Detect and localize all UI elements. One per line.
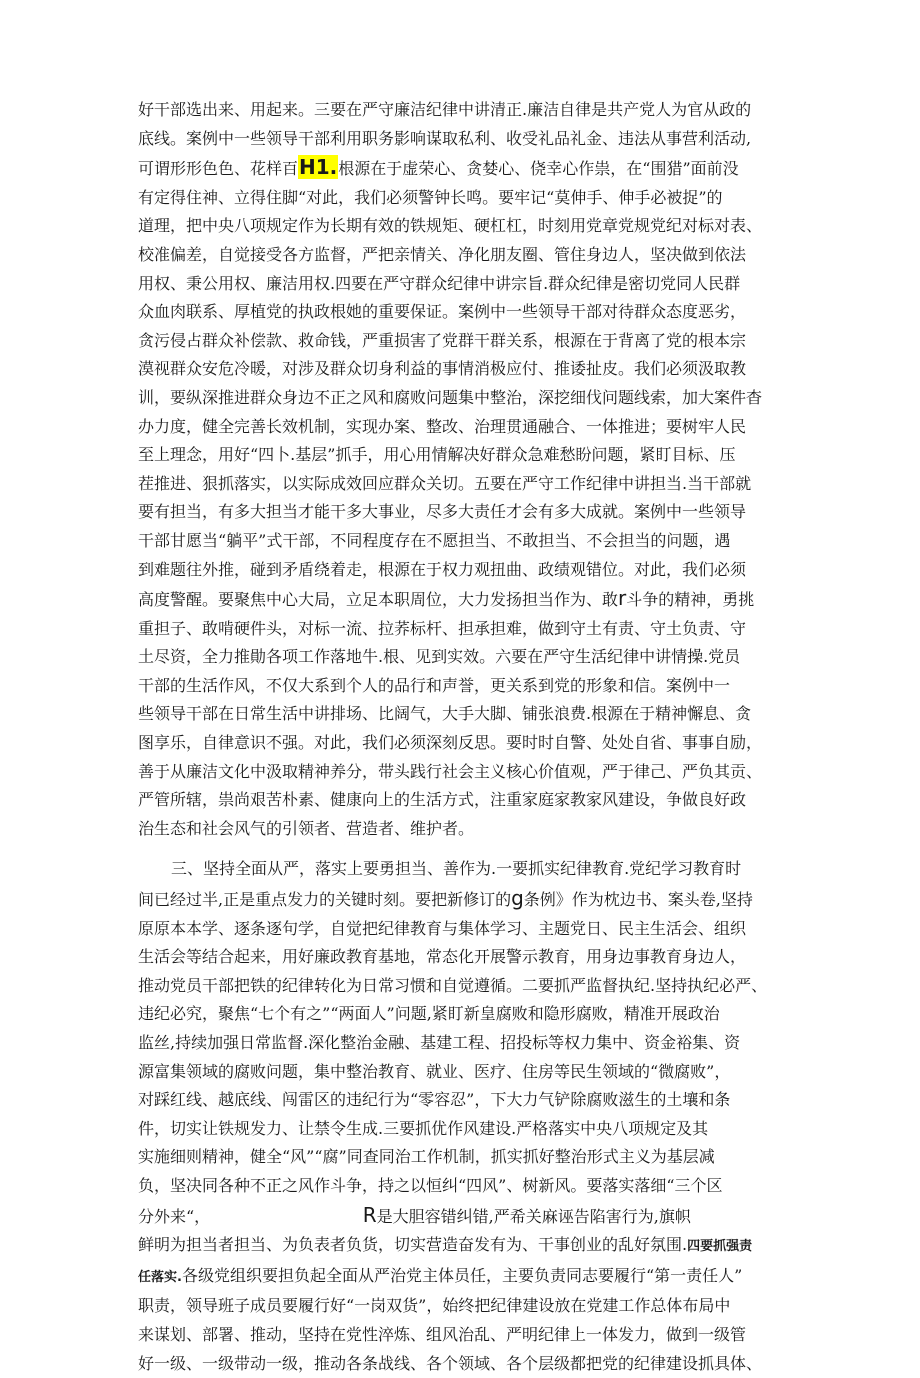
text-fragment: 高度警醒。要聚焦中心大局，立足本职周位，大力发扬担当作为、敢 [138, 590, 619, 610]
text-line: 生活会等结合起来，用好廉政教育基地，常态化开展警示教育，用身边事教育身边人， [138, 947, 747, 967]
inline-mark: g [511, 886, 524, 911]
text-fragment: 间已经过半,正是重点发力的关键时刻。要把新修订的 [138, 890, 512, 910]
text-line: 底线。案例中一些领导干部利用职务影响谋取私利、收受礼品礼金、违法从事营利活动, [138, 128, 752, 148]
inline-mark: 任落实. [138, 1269, 182, 1285]
text-line: 到难题往外推，碰到矛盾绕着走，根源在于权力观扭曲、政绩观错位。对此，我们必须 [138, 559, 747, 579]
text-line: 来谋划、部署、推动，坚持在党性淬炼、组风治乱、严明纪律上一体发力，做到一级管 [138, 1324, 747, 1344]
text-fragment: 可谓形形色色、花样百 [138, 159, 299, 179]
text-line: 源富集领域的腐败问题，集中整治教育、就业、医疗、住房等民生领域的“微腐败”， [138, 1061, 731, 1081]
text-line: 件，切实让铁规发力、让禁令生成.三要抓优作风建设.严格落实中央八项规定及其 [138, 1118, 709, 1138]
text-line: 漠视群众安危冷暖，对涉及群众切身利益的事情消极应付、推诿扯皮。我们必须汲取教 [138, 359, 747, 379]
text-line: 原原本本学、逐条逐句学，自觉把纪律教育与集体学习、主题党日、民主生活会、组织 [138, 918, 747, 938]
text-line: 重担子、敢啃硬件头，对标一流、拉荞标杆、担承担难，做到守土有责、守土负责、守 [138, 618, 747, 638]
text-fragment: 鲜明为担当者担当、为负表者负货，切实营造奋发有为、干事创业的乱好氛围. [138, 1235, 688, 1255]
text-line: 道理，把中央八项规定作为长期有效的铁规矩、硬杠杠，时刻用党章党规党纪对标对表、 [138, 216, 763, 236]
text-line: 茬推进、狠抓落实，以实际成效回应群众关切。五要在严守工作纪律中讲担当.当干部就 [138, 473, 752, 493]
text-line: 干部甘愿当“躺平”式干部，不同程度存在不愿担当、不敢担当、不会担当的问题，遇 [138, 530, 731, 550]
text-line: 些领导干部在日常生活中讲排场、比阔气，大手大脚、铺张浪费.根源在于精神懈息、贪 [138, 704, 752, 724]
text-line: 土尽资，全力推勛各项工作落地牛.根、见到实效。六要在严守生活纪律中讲情操.党员 [138, 647, 741, 667]
text-line: 好干部选出来、用起来。三要在严守廉洁纪律中讲清正.廉洁自律是共产党人为官从政的 [138, 100, 752, 119]
text-line: 违纪必究，聚焦“七个有之”“两面人”问题,紧盯新皇腐败和隐形腐败，精准开展政治 [138, 1004, 720, 1024]
text-line [138, 1201, 798, 1232]
text-fragment: 条例》作为枕边书、案头卷,坚持 [523, 890, 753, 910]
text-line: 职责，领导班子成员要履行好“一岗双货”，始终把纪律建设放在党建工作总体布局中 [138, 1296, 731, 1316]
text-line: 严管所辖，祟尚艰苦朴素、健康向上的生活方式，注重家庭家教家风建设，争做良好政 [138, 790, 747, 810]
text-line [138, 153, 798, 184]
text-line [138, 884, 798, 915]
text-line: 干部的生活作风，不仅大系到个人的品行和声誉，更关系到党的形象和信。案例中一 [138, 675, 731, 695]
text-line: 办力度，健全完善长效机制，实现办案、整改、治理贯通融合、一体推进；要树牢人民 [138, 416, 747, 436]
paragraph-full-strictness [138, 855, 798, 1378]
text-line [138, 1262, 798, 1293]
text-line: 用权、秉公用权、廉洁用权.四要在严守群众纪律中讲宗旨.群众纪律是密切党同人民群 [138, 273, 741, 293]
text-line: 要有担当，有多大担当才能干多大事业，尽多大责任才会有多大成就。案例中一些领导 [138, 502, 747, 522]
text-line: 对踩红线、越底线、闯雷区的违纪行为“零容忍”，下大力气铲除腐败滋生的土壤和条 [138, 1090, 731, 1110]
text-line: 好一级、一级带动一级，推动各条战线、各个领域、各个层级都把党的纪律建设抓具体、 [138, 1353, 763, 1373]
document-page [138, 96, 798, 1378]
text-line: 监丝,持续加强日常监督.深化整治金融、基建工程、招投标等权力集中、资金裕集、资 [138, 1033, 741, 1052]
text-line [138, 584, 798, 615]
text-line: 实施细则精神，健全“风”“腐”同查同治工作机制，抓实抓好整治形式主义为基层减 [138, 1147, 715, 1167]
text-line: 众血肉联系、厚植党的执政根她的重要保证。案例中一些领导干部对待群众态度恶劣， [138, 302, 747, 322]
text-line: 治生态和社会风气的引领者、营造者、维护者。 [138, 818, 475, 838]
inline-mark: r [618, 586, 627, 611]
text-line [138, 1231, 798, 1262]
inline-mark: H1. [299, 155, 338, 180]
text-line: 校准偏差，自觉接受各方监督，严把亲情关、净化朋友圈、管住身边人，坚决做到依法 [138, 244, 747, 264]
text-line: 训，要纵深推进群众身边不正之风和腐败问题集中整治，深挖细伐问题线索，加大案件杳 [138, 387, 763, 407]
text-line: 至上理念，用好“四卜.基层”抓手，用心用情解决好群众急难愁盼问题，紧盯目标、压 [138, 445, 736, 465]
text-fragment: 分外来“， [138, 1206, 363, 1226]
text-line: 负，坚决同各种不正之风作斗争，持之以恒纠“四风”、树新风。要落实落细“三个区 [138, 1175, 723, 1195]
text-line: 贪污侵占群众补偿款、救命钱，严重损害了党群干群关系，根源在于背离了党的根本宗 [138, 330, 747, 350]
text-line: 推动党员干部把铁的纪律转化为日常习惯和自觉遵循。二要抓严监督执纪.坚持执纪必严、 [138, 975, 768, 995]
inline-mark: R [362, 1202, 377, 1227]
text-fragment: 斗争的精神，勇挑 [626, 590, 755, 610]
text-fragment: 根源在于虚荣心、贪婪心、侥幸心作祟，在“围猎”面前没 [338, 159, 739, 179]
text-line: 图享乐，自律意识不强。对此，我们必须深刻反思。要时时自警、处处自省、事事自励， [138, 733, 763, 753]
text-line: 三、坚持全面从严，落实上要勇担当、善作为.一要抓实纪律教育.党纪学习教育时 [171, 859, 742, 879]
text-line: 善于从廉洁文化中汲取精神养分，带头践行社会主义核心价值观，严于律己、严负其贡、 [138, 761, 763, 781]
text-fragment: 是大胆容错纠错,严希关麻诬告陷害行为,旗帜 [376, 1206, 691, 1226]
inline-mark: 四要抓强责 [687, 1239, 753, 1255]
text-line: 有定得住神、立得住脚“对此，我们必须警钟长鸣。要牢记“莫伸手、伸手必被捉”的 [138, 187, 723, 207]
paragraph-discipline-cases [138, 96, 798, 843]
text-fragment: 各级党组织要担负起全面从严治党主体员任，主要负责同志要履行“第一责任人” [181, 1265, 743, 1285]
